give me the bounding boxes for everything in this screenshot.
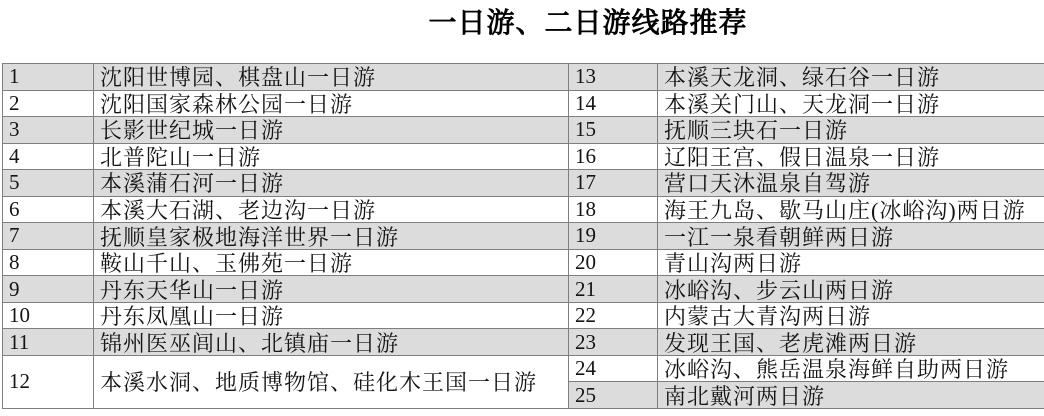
row-label-cell: 海王九岛、歇马山庄(冰峪沟)两日游	[658, 197, 1044, 224]
row-number-cell: 4	[3, 144, 94, 171]
row-number-cell: 1	[3, 64, 94, 91]
row-label-cell: 南北戴河两日游	[658, 382, 1044, 409]
row-label-cell: 本溪大石湖、老边沟一日游	[94, 197, 569, 224]
tour-route-table	[2, 63, 1044, 409]
row-number-cell: 20	[569, 250, 658, 277]
page-title: 一日游、二日游线路推荐	[428, 7, 748, 38]
row-label-cell: 本溪蒲石河一日游	[94, 170, 569, 197]
row-number-cell: 12	[3, 356, 94, 409]
row-label-cell: 冰峪沟、熊岳温泉海鲜自助两日游	[658, 356, 1044, 383]
row-label-cell: 内蒙古大青沟两日游	[658, 303, 1044, 330]
row-number-cell: 11	[3, 329, 94, 356]
row-label-cell: 北普陀山一日游	[94, 144, 569, 171]
title-bar	[0, 7, 1044, 39]
row-label-cell: 丹东天华山一日游	[94, 276, 569, 303]
row-label-cell: 本溪关门山、天龙洞一日游	[658, 91, 1044, 118]
row-number-cell: 18	[569, 197, 658, 224]
row-number-cell: 9	[3, 276, 94, 303]
row-label-cell: 丹东凤凰山一日游	[94, 303, 569, 330]
row-number-cell: 21	[569, 276, 658, 303]
row-label-cell: 长影世纪城一日游	[94, 117, 569, 144]
row-number-cell: 7	[3, 223, 94, 250]
row-label-cell: 本溪天龙洞、绿石谷一日游	[658, 64, 1044, 91]
row-number-cell: 24	[569, 356, 658, 383]
row-number-cell: 10	[3, 303, 94, 330]
row-number-cell: 3	[3, 117, 94, 144]
row-number-cell: 23	[569, 329, 658, 356]
row-number-cell: 2	[3, 91, 94, 118]
row-label-cell: 辽阳王宫、假日温泉一日游	[658, 144, 1044, 171]
row-number-cell: 6	[3, 197, 94, 224]
row-label-cell: 冰峪沟、步云山两日游	[658, 276, 1044, 303]
row-number-cell: 16	[569, 144, 658, 171]
row-number-cell: 19	[569, 223, 658, 250]
row-label-cell: 青山沟两日游	[658, 250, 1044, 277]
row-label-cell: 发现王国、老虎滩两日游	[658, 329, 1044, 356]
row-label-cell: 营口天沐温泉自驾游	[658, 170, 1044, 197]
row-label-cell: 一江一泉看朝鲜两日游	[658, 223, 1044, 250]
row-label-cell: 抚顺三块石一日游	[658, 117, 1044, 144]
row-label-cell: 鞍山千山、玉佛苑一日游	[94, 250, 569, 277]
row-number-cell: 22	[569, 303, 658, 330]
row-number-cell: 13	[569, 64, 658, 91]
row-label-cell: 抚顺皇家极地海洋世界一日游	[94, 223, 569, 250]
row-label-cell: 本溪水洞、地质博物馆、硅化木王国一日游	[94, 356, 569, 409]
row-number-cell: 8	[3, 250, 94, 277]
row-label-cell: 锦州医巫闾山、北镇庙一日游	[94, 329, 569, 356]
row-number-cell: 5	[3, 170, 94, 197]
row-number-cell: 14	[569, 91, 658, 118]
row-number-cell: 17	[569, 170, 658, 197]
row-number-cell: 25	[569, 382, 658, 409]
row-number-cell: 15	[569, 117, 658, 144]
row-label-cell: 沈阳国家森林公园一日游	[94, 91, 569, 118]
row-label-cell: 沈阳世博园、棋盘山一日游	[94, 64, 569, 91]
